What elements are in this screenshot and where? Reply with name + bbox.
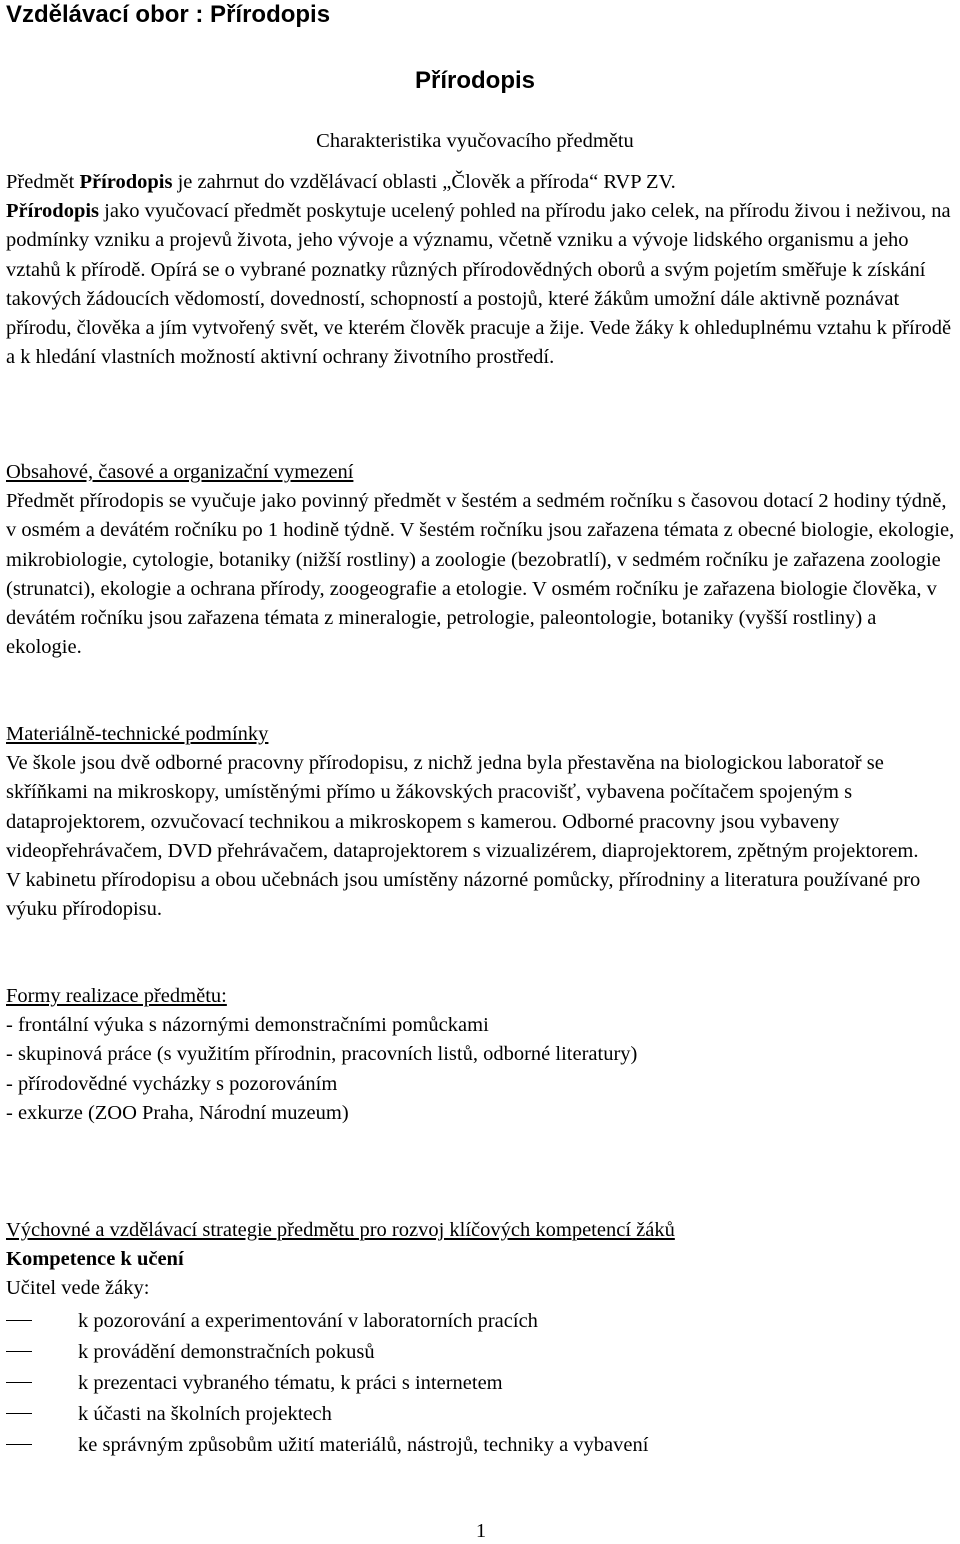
intro-section (6, 168, 956, 372)
section-heading: Obsahové, časové a organizační vymezení (6, 461, 354, 483)
competence-heading: Kompetence k učení (6, 1248, 184, 1271)
page-number: 1 (475, 1520, 487, 1542)
material-technical-section (6, 720, 956, 924)
document-subtitle: Charakteristika vyučovacího předmětu (316, 130, 634, 152)
list-item-text: k účasti na školních projektech (78, 1402, 332, 1425)
forms-line: - frontální výuka s názornými demonstračními pomůckami (6, 1014, 489, 1037)
document-title: Přírodopis (414, 67, 535, 94)
forms-of-teaching-section (6, 982, 956, 1128)
section-paragraph: Předmět přírodopis se vyučuje jako povinný předmět v šestém a sedmém ročníku s časovou dotací 2 hodiny týdně, v osmém a devátém ročníku po 1 hodině týdně. V šestém ročníku jsou zařazena témata z obecné biologie, ekologie, mikrobiologie, cytologie, botaniky (nižší rostliny) a zoologie (bezobratlí), v sedmém ročníku je zařazena zoologie (strunatci), ekologie a ochrana přírody, zoogeografie a etologie. V osmém ročníku je zařazena biologie člověka, v devátém ročníku jsou zařazena témata z mineralogie, petrologie, paleontologie, botaniky (vyšší rostliny) a ekologie. (6, 490, 955, 659)
strategies-section (6, 1216, 956, 1461)
forms-line: - přírodovědné vycházky s pozorováním (6, 1072, 338, 1095)
list-item-text: k pozorování a experimentování v laboratorních pracích (78, 1309, 538, 1332)
list-item (6, 1368, 956, 1399)
intro-text: je zahrnut do vzdělávací oblasti „Člověk a příroda“ RVP ZV. (172, 171, 676, 193)
section-paragraph: V kabinetu přírodopisu a obou učebnách jsou umístěny názorné pomůcky, přírodniny a literatura používané pro výuku přírodopisu. (6, 869, 921, 921)
subject-name-bold: Přírodopis (79, 171, 173, 193)
intro-text: jako vyučovací předmět poskytuje ucelený pohled na přírodu jako celek, na přírodu živou i neživou, na podmínky vzniku a projevů života, jeho vývoje a významu, včetně vzniku a vývoje lidského organismu a jeho vztahů k přírodě. Opírá se o vybrané poznatky různých přírodovědných oborů a svým pojetím směřuje k získání takových žádoucích vědomostí, dovedností, schopností a postojů, které žákům umožní dále aktivně poznávat přírodu, člověka a jím vytvořený svět, ve kterém člověk pracuje a žije. Vede žáky k ohleduplnému vztahu k přírodě a k hledání vlastních možností aktivní ochrany životního prostředí. (6, 200, 952, 369)
intro-paragraph-1 (6, 168, 956, 197)
list-item (6, 1306, 956, 1337)
competence-list (6, 1306, 956, 1461)
list-item-text: k prezentaci vybraného tématu, k práci s internetem (78, 1371, 503, 1394)
dash-bullet-icon (6, 1351, 32, 1353)
list-item-text: k provádění demonstračních pokusů (78, 1340, 375, 1363)
subject-name-bold: Přírodopis (6, 200, 100, 223)
dash-bullet-icon (6, 1382, 32, 1384)
section-paragraph: Ve škole jsou dvě odborné pracovny přírodopisu, z nichž jedna byla přestavěna na biologickou laboratoř se skříňkami na mikroskopy, umístěnými přímo u žákovských pracovišť, vybavena počítačem spojeným s dataprojektorem, ozvučovací technikou a mikroskopem s kamerou. Odborné pracovny jsou vybaveny videopřehrávačem, DVD přehrávačem, dataprojektorem s vizualizérem, diaprojektorem, zpětným projektorem. (6, 752, 919, 862)
content-time-organization-section (6, 458, 956, 662)
intro-paragraph-2 (6, 197, 956, 372)
list-item (6, 1399, 956, 1430)
forms-line: - skupinová práce (s využitím přírodnin, pracovních listů, odborné literatury) (6, 1043, 638, 1066)
section-heading: Formy realizace předmětu: (6, 985, 227, 1007)
document-header: Vzdělávací obor : Přírodopis (6, 1, 331, 28)
list-item (6, 1430, 956, 1461)
section-heading: Materiálně-technické podmínky (6, 723, 269, 745)
dash-bullet-icon (6, 1413, 32, 1415)
competence-lead: Učitel vede žáky: (6, 1277, 150, 1300)
forms-line: - exkurze (ZOO Praha, Národní muzeum) (6, 1101, 349, 1124)
dash-bullet-icon (6, 1444, 32, 1446)
intro-text: Předmět (6, 171, 80, 193)
section-heading: Výchovné a vzdělávací strategie předmětu pro rozvoj klíčových kompetencí žáků (6, 1219, 675, 1241)
list-item (6, 1337, 956, 1368)
dash-bullet-icon (6, 1320, 32, 1322)
list-item-text: ke správným způsobům užití materiálů, nástrojů, techniky a vybavení (78, 1433, 649, 1456)
